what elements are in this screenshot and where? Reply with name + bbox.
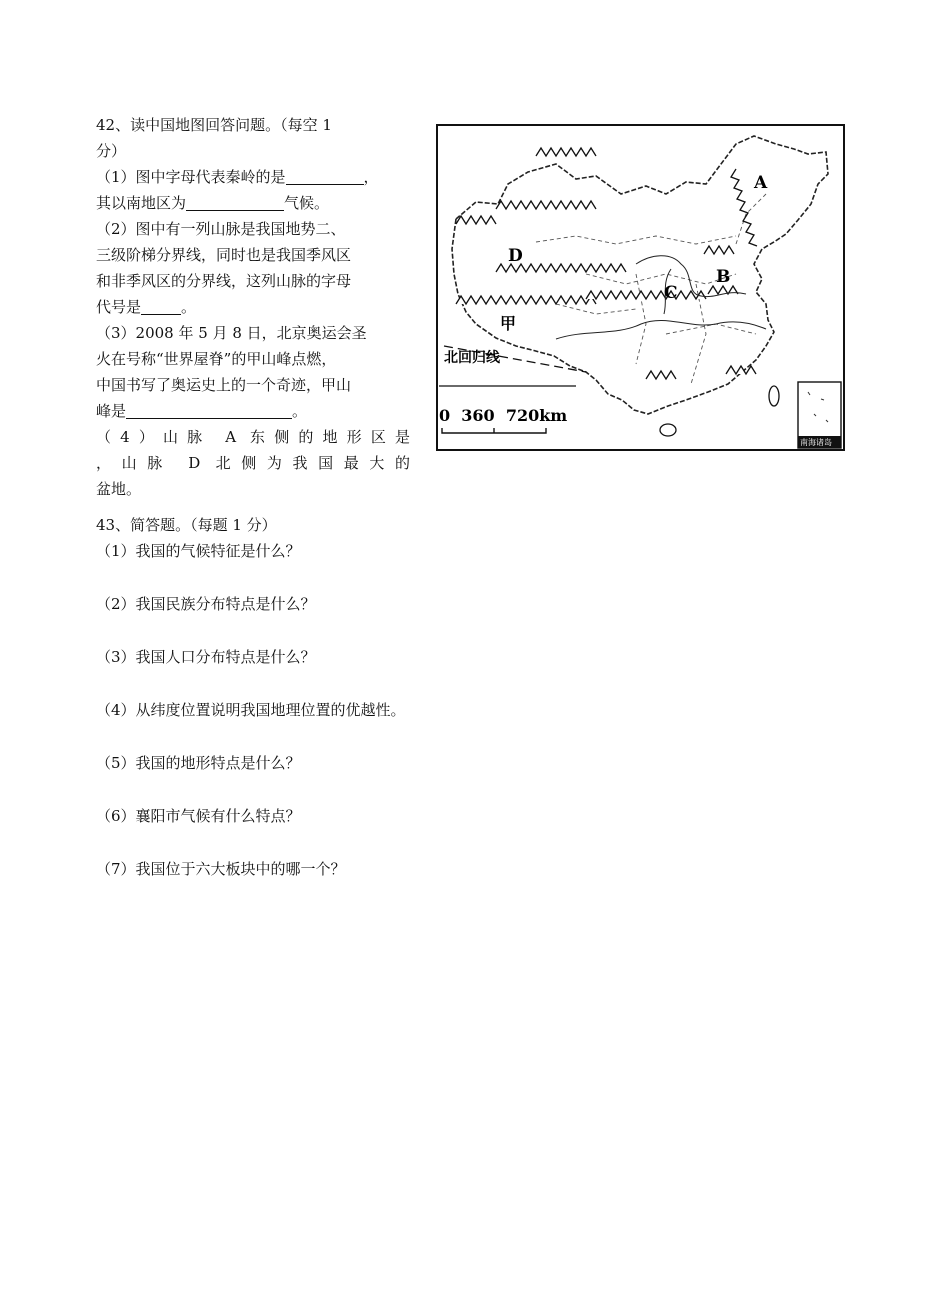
label-d: D [508,246,523,266]
q43-item-4: （4）从纬度位置说明我国地理位置的优越性。 [96,701,406,719]
inset-label: 南海诸岛 [800,438,832,447]
q42-part1-text2: 其以南地区为 [96,194,187,212]
answer-blank-1[interactable] [286,166,364,185]
label-a: A [754,173,768,193]
china-map-figure [436,124,845,451]
q43-item-1: （1）我国的气候特征是什么？ [96,542,301,560]
q42-part3-text: 峰是 [96,402,127,420]
q42-part3-end: 。 [292,402,308,420]
q42-title-line1: 42、读中国地图回答问题。（每空 1 [96,116,332,134]
q42-part2-text: 代号是 [96,298,142,316]
q43-item-3: （3）我国人口分布特点是什么？ [96,648,316,666]
q42-part2-line2: 三级阶梯分界线，同时也是我国季风区 [96,246,352,264]
tropic-label: 北回归线 [444,350,500,366]
answer-blank-3[interactable] [141,296,181,315]
label-c: C [664,283,678,303]
hainan-island [660,424,676,436]
q42-part1-end: 气候。 [284,194,330,212]
q42-part1-line2 [96,190,410,216]
q42-part1-line1 [96,164,410,190]
question-42 [96,112,410,502]
q42-part4-line3: 盆地。 [96,480,142,498]
q42-part3-line2: 火在号称“世界屋脊”的甲山峰点燃， [96,350,337,368]
q42-part4-line1: （4）山脉 A 东侧的地形区是 [96,428,410,446]
q42-part2-line4 [96,294,410,320]
question-43 [96,512,856,882]
q42-part1-comma: ， [363,168,379,186]
q42-title-line2: 分） [96,142,127,160]
q43-item-2: （2）我国民族分布特点是什么？ [96,595,316,613]
label-jia: 甲 [500,314,517,333]
south-china-sea-inset[interactable] [798,382,841,448]
answer-blank-4[interactable] [126,400,292,419]
q42-part3-line4 [96,398,410,424]
answer-blank-2[interactable] [186,192,284,211]
q43-title: 43、简答题。（每题 1 分） [96,516,277,534]
label-b: B [716,267,731,287]
taiwan-island [769,386,779,406]
q43-item-5: （5）我国的地形特点是什么？ [96,754,301,772]
q42-part3-line3: 中国书写了奥运史上的一个奇迹，甲山 [96,376,352,394]
q43-item-7: （7）我国位于六大板块中的哪一个？ [96,860,346,878]
q42-part4-line2: ，山脉 D 北侧为我国最大的 [96,454,410,472]
q42-part2-end: 。 [181,298,197,316]
scale-label: 0 360 720km [439,406,568,425]
map-frame [437,125,844,450]
q42-part3-line1: （3）2008 年 5 月 8 日，北京奥运会圣 [96,324,367,342]
q43-item-6: （6）襄阳市气候有什么特点？ [96,807,301,825]
q42-part2-line3: 和非季风区的分界线，这列山脉的字母 [96,272,352,290]
q42-part1-text: （1）图中字母代表秦岭的是 [96,168,286,186]
q42-part2-line1: （2）图中有一列山脉是我国地势二、 [96,220,346,238]
